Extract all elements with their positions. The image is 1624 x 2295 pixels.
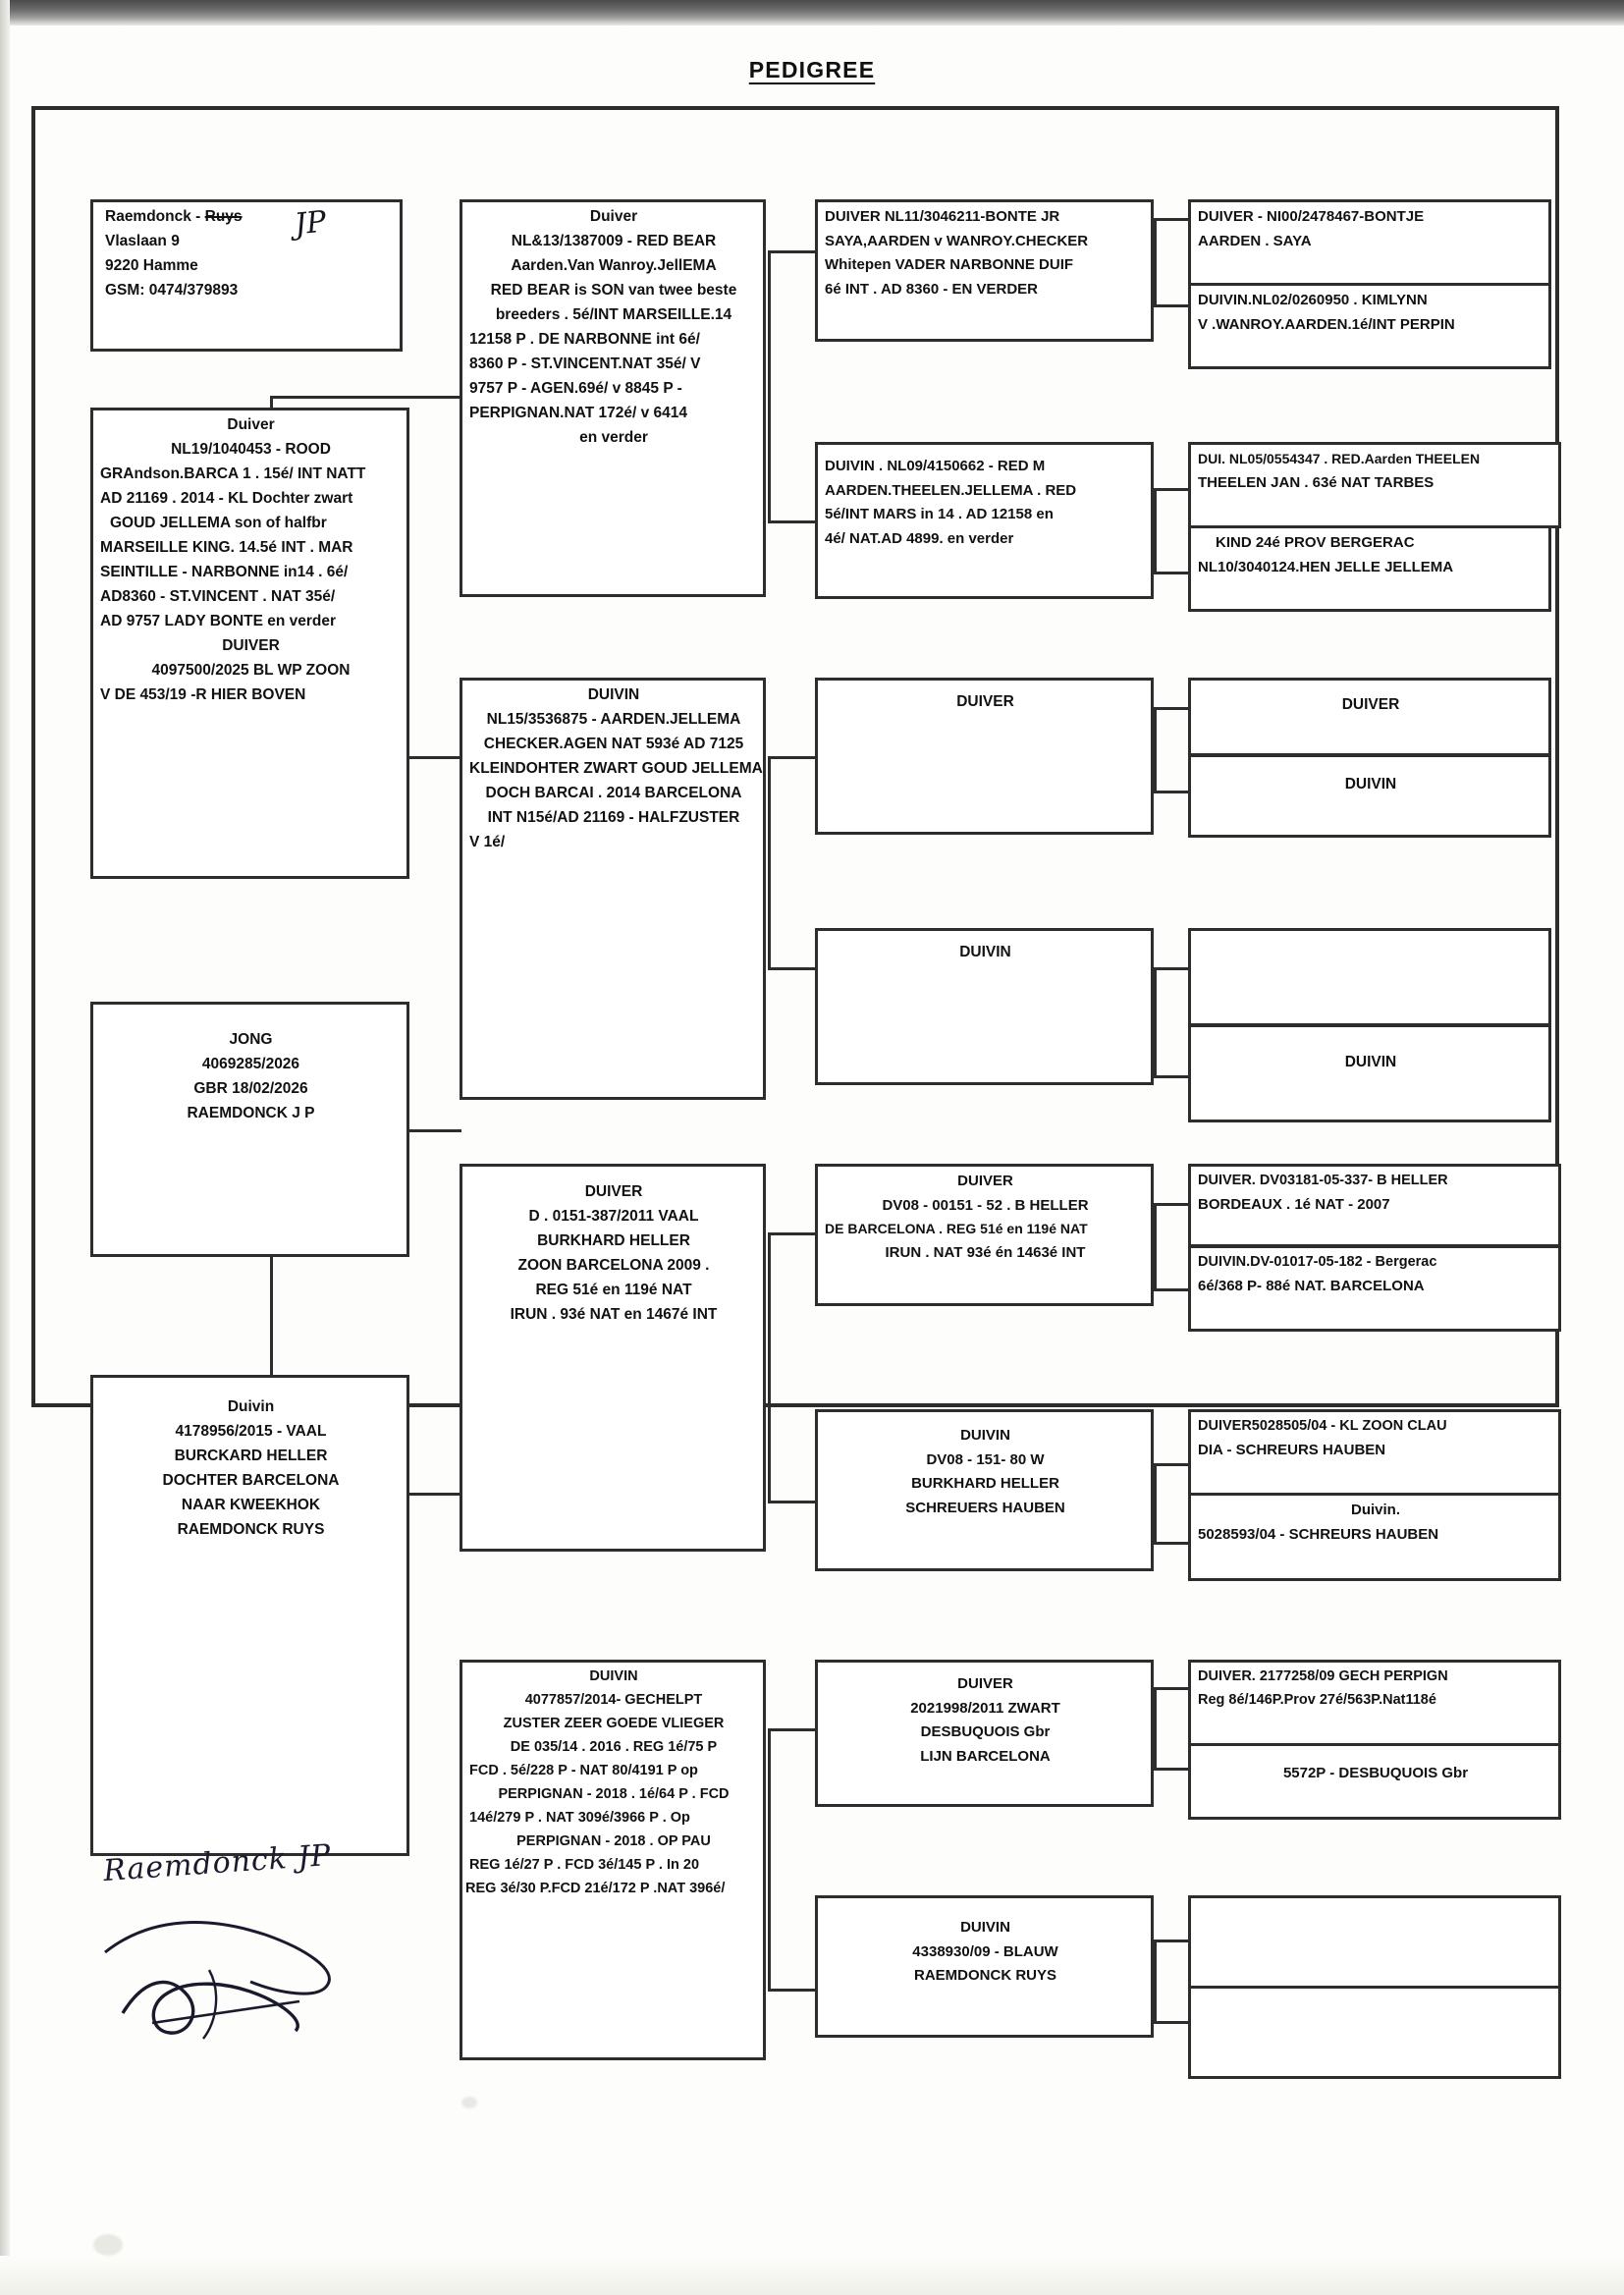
gen2-line: KLEINDOHTER ZWART GOUD JELLEMA xyxy=(469,760,763,777)
gen4-box-10 xyxy=(1188,1245,1561,1332)
connector xyxy=(768,520,815,523)
gen3-line: DUIVIN xyxy=(959,944,1011,960)
gen4-box-9 xyxy=(1188,1164,1561,1247)
connector xyxy=(768,756,771,970)
gen3-line: Whitepen VADER NARBONNE DUIF xyxy=(825,256,1074,273)
gen4-box-1 xyxy=(1188,199,1551,286)
owner-line: 9220 Hamme xyxy=(105,257,198,274)
connector xyxy=(768,250,815,253)
gen4-line: DUIVER5028505/04 - KL ZOON CLAU xyxy=(1198,1418,1447,1434)
gen2-line: BURKHARD HELLER xyxy=(537,1232,690,1249)
gen2-line: INT N15é/AD 21169 - HALFZUSTER xyxy=(487,809,740,826)
connector xyxy=(1154,707,1188,710)
gen2-line: 14é/279 P . NAT 309é/3966 P . Op xyxy=(469,1810,690,1826)
connector xyxy=(1154,707,1157,792)
gen3-line: SCHREUERS HAUBEN xyxy=(905,1499,1065,1516)
gen3-line: 2021998/2011 ZWART xyxy=(910,1699,1060,1717)
gen2-line: 8360 P - ST.VINCENT.NAT 35é/ V xyxy=(469,355,701,372)
connector xyxy=(768,1728,771,1992)
connector xyxy=(768,1728,815,1731)
gen2-line: D . 0151-387/2011 VAAL xyxy=(528,1208,699,1225)
gen3-line: SAYA,AARDEN v WANROY.CHECKER xyxy=(825,232,1089,249)
gen4-box-3 xyxy=(1188,442,1561,528)
gen2-dam-dam-box xyxy=(460,1660,766,2060)
dam-box xyxy=(90,1375,409,1856)
connector xyxy=(1154,2021,1188,2024)
gen2-line: DE 035/14 . 2016 . REG 1é/75 P xyxy=(510,1739,718,1755)
gen4-line: DUIVIN xyxy=(1344,776,1397,792)
gen3-line: IRUN . NAT 93é én 1463é INT xyxy=(885,1243,1086,1261)
connector xyxy=(768,250,771,523)
sire-box xyxy=(90,408,409,879)
gen2-line: PERPIGNAN - 2018 . 1é/64 P . FCD xyxy=(498,1786,730,1802)
owner-line: GSM: 0474/379893 xyxy=(105,282,239,299)
gen3-line: DV08 - 00151 - 52 . B HELLER xyxy=(882,1196,1089,1214)
dam-line: Duivin xyxy=(227,1398,275,1415)
handwritten-initials: JP xyxy=(293,204,328,243)
gen2-line: RED BEAR is SON van twee beste xyxy=(490,282,737,299)
gen3-line: LIJN BARCELONA xyxy=(920,1747,1051,1765)
gen4-line: NL10/3040124.HEN JELLE JELLEMA xyxy=(1198,558,1454,575)
gen3-box-2 xyxy=(815,442,1154,599)
gen4-box-11 xyxy=(1188,1409,1561,1496)
connector xyxy=(1154,218,1188,221)
gen2-line: 9757 P - AGEN.69é/ v 8845 P - xyxy=(469,380,682,397)
gen4-line: DIA - SCHREURS HAUBEN xyxy=(1198,1442,1386,1458)
signature-name: Raemdonck JP xyxy=(102,1837,333,1889)
gen3-line: DUIVER xyxy=(957,1173,1013,1189)
gen4-line: KIND 24é PROV BERGERAC xyxy=(1216,534,1415,551)
gen3-box-3 xyxy=(815,678,1154,835)
gen2-dam-sire-box xyxy=(460,1164,766,1552)
gen2-line: breeders . 5é/INT MARSEILLE.14 xyxy=(495,306,732,323)
gen4-line: DUIVER xyxy=(1341,696,1400,713)
gen3-line: DUIVER xyxy=(957,1675,1013,1692)
gen3-line: DUIVER NL11/3046211-BONTE JR xyxy=(825,208,1060,225)
signature-mark xyxy=(93,1876,417,2062)
connector xyxy=(1154,1768,1188,1771)
gen2-line: Aarden.Van Wanroy.JellEMA xyxy=(511,257,717,274)
sire-line: 4097500/2025 BL WP ZOON xyxy=(151,662,351,679)
dam-line: RAEMDONCK RUYS xyxy=(177,1521,325,1538)
connector xyxy=(1154,304,1188,307)
gen3-line: DUIVIN . NL09/4150662 - RED M xyxy=(825,458,1046,474)
gen4-line: AARDEN . SAYA xyxy=(1198,232,1312,249)
connector xyxy=(1154,1940,1157,2023)
gen2-line: V 1é/ xyxy=(469,834,506,850)
gen3-line: DUIVIN xyxy=(960,1919,1010,1936)
gen4-line: 5028593/04 - SCHREURS HAUBEN xyxy=(1198,1525,1439,1543)
subject-line: JONG xyxy=(229,1031,273,1048)
gen2-sire-dam-box xyxy=(460,678,766,1100)
gen2-line: en verder xyxy=(579,429,648,446)
gen3-line: 4é/ NAT.AD 4899. en verder xyxy=(825,529,1014,547)
sire-line: V DE 453/19 -R HIER BOVEN xyxy=(100,686,306,703)
gen4-line: DUIVIN.NL02/0260950 . KIMLYNN xyxy=(1198,292,1428,308)
gen3-box-6 xyxy=(815,1409,1154,1571)
connector xyxy=(1154,488,1157,574)
gen3-box-4 xyxy=(815,928,1154,1085)
gen3-line: DE BARCELONA . REG 51é en 119é NAT xyxy=(825,1221,1088,1236)
gen2-line: DOCH BARCAI . 2014 BARCELONA xyxy=(485,785,742,801)
connector xyxy=(1154,1075,1188,1078)
gen3-line: 6é INT . AD 8360 - EN VERDER xyxy=(825,280,1039,298)
scan-edge-bottom xyxy=(0,2256,1624,2295)
subject-box xyxy=(90,1002,409,1257)
connector xyxy=(768,1501,815,1503)
gen4-line: 5572P - DESBUQUOIS Gbr xyxy=(1282,1765,1469,1781)
gen4-line: Reg 8é/146P.Prov 27é/563P.Nat118é xyxy=(1198,1692,1436,1708)
gen3-line: DESBUQUOIS Gbr xyxy=(920,1723,1051,1740)
gen4-line: DUIVER. DV03181-05-337- B HELLER xyxy=(1198,1173,1448,1188)
connector xyxy=(1154,791,1188,793)
gen4-line: 6é/368 P- 88é NAT. BARCELONA xyxy=(1198,1278,1425,1294)
gen4-line: THEELEN JAN . 63é NAT TARBES xyxy=(1198,473,1435,491)
gen4-box-15 xyxy=(1188,1895,1561,1989)
gen4-box-7 xyxy=(1188,928,1551,1026)
sire-line: GOUD JELLEMA son of halfbr xyxy=(110,515,327,531)
gen3-box-5 xyxy=(815,1164,1154,1306)
connector xyxy=(1154,488,1188,491)
sire-line: DUIVER xyxy=(222,637,280,654)
gen4-line: DUI. NL05/0554347 . RED.Aarden THEELEN xyxy=(1198,451,1481,466)
gen4-box-4 xyxy=(1188,525,1551,612)
gen2-line: DUIVIN xyxy=(587,686,640,703)
gen4-line: BORDEAUX . 1é NAT - 2007 xyxy=(1198,1196,1390,1213)
scan-smudge xyxy=(93,2234,123,2256)
gen2-line: 12158 P . DE NARBONNE int 6é/ xyxy=(469,331,700,348)
gen3-line: 5é/INT MARS in 14 . AD 12158 en xyxy=(825,506,1054,522)
connector xyxy=(1154,572,1188,574)
gen4-line: Duivin. xyxy=(1350,1502,1400,1518)
gen2-line: ZOON BARCELONA 2009 . xyxy=(517,1257,710,1274)
gen4-line: DUIVIN.DV-01017-05-182 - Bergerac xyxy=(1198,1254,1437,1270)
gen2-sire-sire-box xyxy=(460,199,766,597)
gen2-line: CHECKER.AGEN NAT 593é AD 7125 xyxy=(483,736,744,752)
connector xyxy=(1154,1687,1157,1770)
gen3-line: DV08 - 151- 80 W xyxy=(926,1450,1045,1468)
gen2-line: DUIVER xyxy=(584,1183,643,1200)
gen2-line: FCD . 5é/228 P - NAT 80/4191 P op xyxy=(469,1763,698,1778)
connector xyxy=(768,1232,815,1235)
gen4-box-8 xyxy=(1188,1024,1551,1122)
subject-line: GBR 18/02/2026 xyxy=(193,1080,308,1097)
gen4-line: DUIVER - NI00/2478467-BONTJE xyxy=(1198,208,1425,225)
gen2-line: REG 3é/30 P.FCD 21é/172 P .NAT 396é/ xyxy=(465,1881,726,1896)
sire-line: NL19/1040453 - ROOD xyxy=(171,441,331,458)
connector xyxy=(768,967,815,970)
dam-line: NAAR KWEEKHOK xyxy=(181,1497,321,1513)
connector xyxy=(1154,218,1157,306)
gen2-line: DUIVIN xyxy=(589,1668,638,1684)
dam-line: 4178956/2015 - VAAL xyxy=(175,1423,327,1440)
gen4-box-5 xyxy=(1188,678,1551,756)
gen4-box-16 xyxy=(1188,1986,1561,2079)
sire-line: AD8360 - ST.VINCENT . NAT 35é/ xyxy=(100,588,336,605)
connector xyxy=(1154,1463,1157,1544)
gen2-line: REG 1é/27 P . FCD 3é/145 P . In 20 xyxy=(469,1857,700,1873)
gen4-box-14 xyxy=(1188,1743,1561,1820)
connector xyxy=(1154,1542,1188,1545)
gen2-line: REG 51é en 119é NAT xyxy=(535,1282,692,1298)
gen2-line: NL&13/1387009 - RED BEAR xyxy=(511,233,717,249)
gen2-line: NL15/3536875 - AARDEN.JELLEMA xyxy=(486,711,741,728)
gen3-line: BURKHARD HELLER xyxy=(911,1475,1059,1492)
connector xyxy=(1154,967,1157,1077)
gen3-line: DUIVIN xyxy=(960,1427,1010,1444)
connector xyxy=(1154,1940,1188,1942)
gen4-box-13 xyxy=(1188,1660,1561,1746)
sire-line: SEINTILLE - NARBONNE in14 . 6é/ xyxy=(100,564,349,580)
gen3-box-1 xyxy=(815,199,1154,342)
subject-line: 4069285/2026 xyxy=(201,1056,300,1072)
gen3-line: 4338930/09 - BLAUW xyxy=(912,1942,1058,1960)
connector xyxy=(1154,1203,1188,1206)
connector xyxy=(768,756,815,759)
gen2-line: PERPIGNAN - 2018 . OP PAU xyxy=(516,1833,711,1849)
scan-edge-top xyxy=(0,0,1624,26)
gen2-line: ZUSTER ZEER GOEDE VLIEGER xyxy=(503,1716,725,1731)
gen3-box-8 xyxy=(815,1895,1154,2038)
sire-line: GRAndson.BARCA 1 . 15é/ INT NATT xyxy=(100,465,366,482)
scan-edge-left xyxy=(0,0,10,2295)
sire-line: Duiver xyxy=(227,416,275,433)
gen3-line: DUIVER xyxy=(956,693,1014,710)
scan-smudge xyxy=(461,2097,477,2108)
connector xyxy=(1154,1687,1188,1690)
connector xyxy=(1154,1288,1188,1291)
connector xyxy=(768,1989,815,1992)
gen3-line: RAEMDONCK RUYS xyxy=(913,1967,1056,1984)
gen3-line: AARDEN.THEELEN.JELLEMA . RED xyxy=(825,481,1077,499)
owner-box xyxy=(90,199,403,352)
gen4-line: DUIVER. 2177258/09 GECH PERPIGN xyxy=(1198,1668,1448,1684)
gen4-line: V .WANROY.AARDEN.1é/INT PERPIN xyxy=(1198,315,1455,333)
gen4-box-12 xyxy=(1188,1493,1561,1581)
connector xyxy=(1154,967,1188,970)
connector xyxy=(1154,1463,1188,1466)
gen4-line: DUIVIN xyxy=(1344,1054,1397,1070)
connector xyxy=(1154,1203,1157,1290)
sire-line: AD 21169 . 2014 - KL Dochter zwart xyxy=(100,490,353,507)
gen2-line: PERPIGNAN.NAT 172é/ v 6414 xyxy=(469,405,687,421)
gen4-box-6 xyxy=(1188,754,1551,838)
sire-line: AD 9757 LADY BONTE en verder xyxy=(100,613,337,629)
gen3-box-7 xyxy=(815,1660,1154,1807)
gen4-box-2 xyxy=(1188,283,1551,369)
subject-line: RAEMDONCK J P xyxy=(187,1105,315,1121)
gen2-line: IRUN . 93é NAT en 1467é INT xyxy=(510,1306,718,1323)
gen2-line: 4077857/2014- GECHELPT xyxy=(524,1692,703,1708)
owner-line: Vlaslaan 9 xyxy=(105,233,180,249)
page-title: PEDIGREE xyxy=(748,57,876,82)
gen2-line: Duiver xyxy=(589,208,638,225)
owner-line: Raemdonck - Ruys xyxy=(105,208,243,225)
dam-line: DOCHTER BARCELONA xyxy=(162,1472,340,1489)
connector xyxy=(270,396,461,399)
sire-line: MARSEILLE KING. 14.5é INT . MAR xyxy=(100,539,353,556)
connector xyxy=(768,1232,771,1503)
dam-line: BURCKARD HELLER xyxy=(174,1448,328,1464)
